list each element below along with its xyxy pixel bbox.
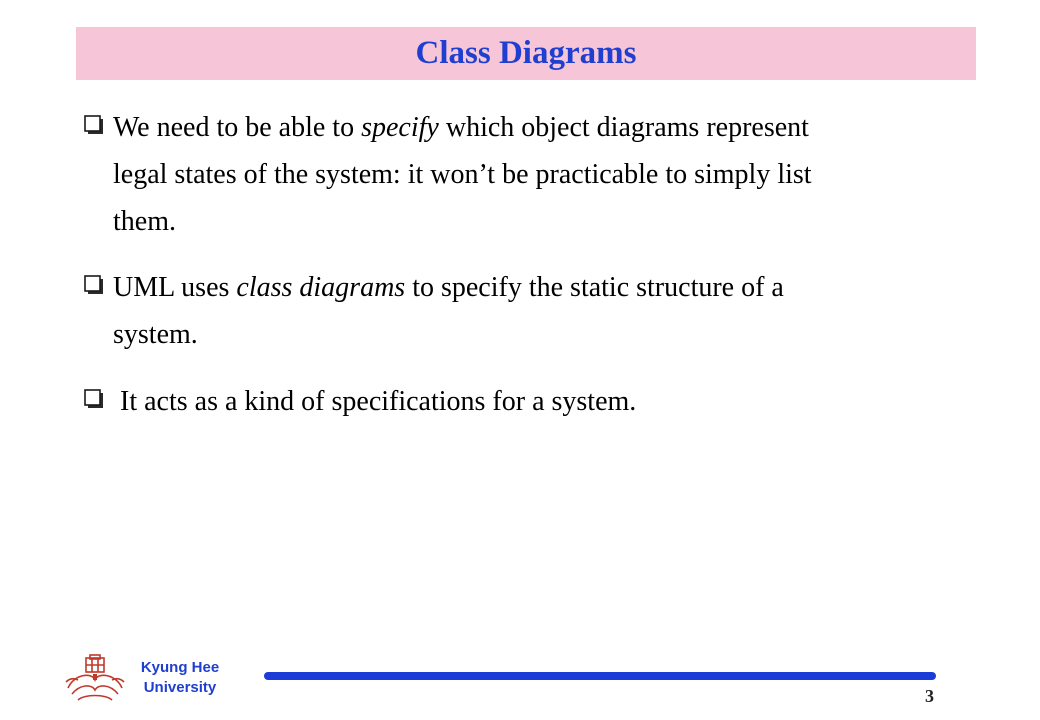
bullet-line: legal states of the system: it won’t be practicable to simply list [113,159,812,190]
bullet-item-3 [84,378,636,425]
bullet-line: UML uses class diagrams to specify the static structure of a [113,272,784,303]
slide-title: Class Diagrams [415,35,637,71]
square-bullet-icon [84,275,104,295]
bullet-line: them. [113,206,176,237]
university-name-line-1: Kyung Hee [140,659,220,676]
title-bar [76,27,976,80]
footer-divider-bar [264,672,936,680]
square-bullet-icon [84,389,104,409]
kyung-hee-university-logo [64,654,126,704]
university-name-line-2: University [143,679,217,696]
page-number: 3 [925,686,934,706]
bullet-line: It acts as a kind of specifications for a system. [120,386,637,417]
bullet-line: system. [113,319,198,350]
university-name [128,658,232,698]
bullet-line: We need to be able to specify which object diagrams represent [113,112,809,143]
square-bullet-icon [84,115,104,135]
bullet-item-2 [84,264,784,358]
bullet-item-1 [84,104,812,245]
